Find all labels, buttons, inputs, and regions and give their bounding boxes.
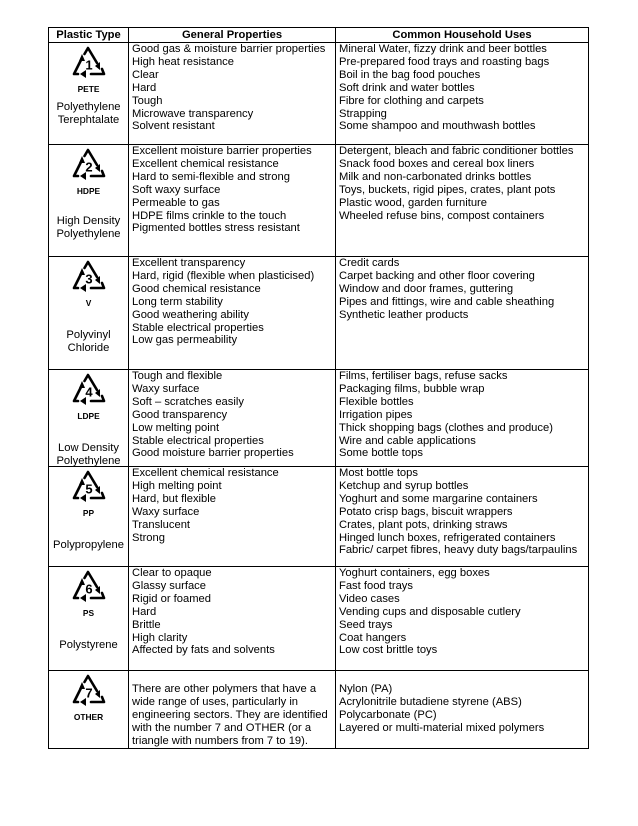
- resin-code-number: 5: [84, 481, 93, 497]
- plastic-name-line: Polypropylene: [53, 539, 124, 551]
- plastic-name: [49, 539, 128, 552]
- plastic-name-line: Polyethylene: [56, 101, 121, 113]
- use-item: Credit cards: [339, 257, 400, 269]
- header-general-properties: General Properties: [129, 28, 336, 43]
- use-item: Strapping: [339, 107, 387, 120]
- plastic-row: [49, 43, 589, 145]
- property-item: Soft – scratches easily: [132, 395, 244, 408]
- property-item: Hard to semi-flexible and strong: [132, 170, 290, 183]
- property-item: Permeable to gas: [132, 196, 220, 209]
- recycling-triangle-icon: [69, 45, 109, 83]
- property-item: Good chemical resistance: [132, 282, 261, 295]
- use-item: Yoghurt containers, egg boxes: [339, 567, 490, 579]
- use-item: Layered or multi-material mixed polymers: [339, 721, 545, 734]
- plastic-name-line: Polyethylene: [56, 228, 121, 240]
- plastic-row: [49, 257, 589, 370]
- property-item: Low gas permeability: [132, 334, 238, 347]
- use-item: Boil in the bag food pouches: [339, 68, 481, 81]
- property-item: Excellent chemical resistance: [132, 157, 279, 170]
- plastic-name: [49, 329, 128, 355]
- use-item: Pre-prepared food trays and roasting bags: [339, 55, 550, 68]
- use-item: Wire and cable applications: [339, 434, 476, 447]
- property-item: Tough: [132, 94, 163, 107]
- header-row: [49, 28, 589, 43]
- plastic-name-line: High Density: [56, 215, 121, 227]
- use-item: Window and door frames, guttering: [339, 282, 514, 295]
- property-item: Stable electrical properties: [132, 321, 264, 334]
- use-item: Acrylonitrile butadiene styrene (ABS): [339, 695, 522, 708]
- household-uses-cell: [336, 145, 589, 257]
- use-item: Hinged lunch boxes, refrigerated containers: [339, 531, 556, 544]
- recycling-triangle-icon: [69, 469, 109, 507]
- use-item: Yoghurt and some margarine containers: [339, 492, 538, 505]
- property-item: Waxy surface: [132, 505, 200, 518]
- property-item: Excellent transparency: [132, 257, 246, 269]
- use-item: Low cost brittle toys: [339, 644, 438, 657]
- plastic-name: [49, 215, 128, 241]
- property-item: Clear to opaque: [132, 567, 212, 579]
- property-item: Stable electrical properties: [132, 434, 264, 447]
- use-item: Pipes and fittings, wire and cable sheathing: [339, 295, 555, 308]
- plastic-name: [49, 442, 128, 468]
- plastic-row: [49, 567, 589, 671]
- property-item: High melting point: [132, 479, 222, 492]
- household-uses-cell: [336, 43, 589, 145]
- use-item: Crates, plant pots, drinking straws: [339, 518, 508, 531]
- plastic-abbreviation: PP: [82, 508, 95, 518]
- property-item: Good weathering ability: [132, 308, 249, 321]
- property-item: Excellent moisture barrier properties: [132, 145, 312, 157]
- plastic-name-line: Polystyrene: [59, 639, 118, 651]
- plastic-abbreviation: PS: [82, 608, 95, 618]
- resin-code-number: 3: [84, 271, 93, 287]
- household-uses-cell: [336, 257, 589, 370]
- household-uses-cell: [336, 467, 589, 567]
- property-item: Good transparency: [132, 408, 228, 421]
- plastic-name-line: Polyvinyl: [66, 329, 111, 341]
- property-item: HDPE films crinkle to the touch: [132, 209, 287, 222]
- use-item: Films, fertiliser bags, refuse sacks: [339, 370, 508, 382]
- plastic-type-cell: [49, 567, 129, 671]
- plastic-row: [49, 145, 589, 257]
- plastic-name-line: Terephtalate: [57, 114, 120, 126]
- general-properties-cell: [129, 145, 336, 257]
- use-item: Milk and non-carbonated drinks bottles: [339, 170, 532, 183]
- use-item: Coat hangers: [339, 631, 407, 644]
- plastic-name-line: Polyethylene: [56, 455, 121, 467]
- property-item: Clear: [132, 68, 159, 81]
- general-properties-cell: [129, 257, 336, 370]
- general-properties-cell: [129, 43, 336, 145]
- plastic-abbreviation: V: [85, 298, 92, 308]
- property-item: Pigmented bottles stress resistant: [132, 222, 300, 235]
- resin-code-number: 6: [84, 581, 93, 597]
- use-item: Toys, buckets, rigid pipes, crates, plant pots: [339, 183, 556, 196]
- use-item: Irrigation pipes: [339, 408, 413, 421]
- resin-code-number: 2: [84, 159, 93, 175]
- plastic-abbreviation: HDPE: [76, 186, 101, 196]
- property-item: Rigid or foamed: [132, 592, 211, 605]
- household-uses-cell: [336, 370, 589, 467]
- property-item: Hard: [132, 81, 157, 94]
- header-common-uses: Common Household Uses: [336, 28, 589, 43]
- use-item: Thick shopping bags (clothes and produce): [339, 421, 553, 434]
- plastics-table: [48, 27, 589, 749]
- recycling-triangle-icon: [69, 569, 109, 607]
- use-item: Some bottle tops: [339, 447, 423, 460]
- use-item: Synthetic leather products: [339, 308, 469, 321]
- use-item: Fibre for clothing and carpets: [339, 94, 484, 107]
- plastic-name: [49, 101, 128, 127]
- plastic-type-cell: [49, 370, 129, 467]
- property-item: Soft waxy surface: [132, 183, 221, 196]
- use-item: Plastic wood, garden furniture: [339, 196, 488, 209]
- use-item: Fabric/ carpet fibres, heavy duty bags/tarpaulins: [339, 544, 578, 557]
- use-item: Soft drink and water bottles: [339, 81, 475, 94]
- header-plastic-type: Plastic Type: [49, 28, 129, 43]
- resin-code-number: 1: [84, 57, 93, 73]
- use-item: Polycarbonate (PC): [339, 708, 437, 721]
- property-item: Long term stability: [132, 295, 223, 308]
- plastic-name-line: Low Density: [58, 442, 119, 454]
- property-item: Waxy surface: [132, 382, 200, 395]
- use-item: Fast food trays: [339, 579, 413, 592]
- property-item: Microwave transparency: [132, 107, 254, 120]
- use-item: Detergent, bleach and fabric conditioner bottles: [339, 145, 574, 157]
- plastic-abbreviation: PETE: [77, 84, 100, 94]
- use-item: Seed trays: [339, 618, 393, 631]
- plastic-type-cell: [49, 467, 129, 567]
- plastic-type-cell: [49, 671, 129, 749]
- use-item: Snack food boxes and cereal box liners: [339, 157, 535, 170]
- general-properties-cell: [129, 671, 336, 749]
- property-item: High heat resistance: [132, 55, 234, 68]
- use-item: Video cases: [339, 592, 400, 605]
- recycling-triangle-icon: [69, 673, 109, 711]
- household-uses-cell: [336, 671, 589, 749]
- plastic-name-line: Chloride: [67, 342, 110, 354]
- plastic-row: [49, 467, 589, 567]
- plastic-row: [49, 370, 589, 467]
- property-item: Brittle: [132, 618, 161, 631]
- plastic-abbreviation: LDPE: [77, 411, 100, 421]
- recycling-triangle-icon: [69, 147, 109, 185]
- use-item: Vending cups and disposable cutlery: [339, 605, 521, 618]
- property-item: Hard: [132, 605, 157, 618]
- plastic-type-cell: [49, 145, 129, 257]
- property-item: Glassy surface: [132, 579, 206, 592]
- property-item: Hard, rigid (flexible when plasticised): [132, 269, 315, 282]
- property-item: Low melting point: [132, 421, 220, 434]
- household-uses-cell: [336, 567, 589, 671]
- plastic-row: [49, 671, 589, 749]
- property-item: High clarity: [132, 631, 188, 644]
- property-item: Affected by fats and solvents: [132, 644, 275, 657]
- property-description: There are other polymers that have a wide range of uses, particularly in engineering sectors. They are identified with the number 7 and OTHER (or a triangle with numbers from 7 to 19).: [132, 683, 328, 747]
- property-item: Tough and flexible: [132, 370, 223, 382]
- property-item: Excellent chemical resistance: [132, 467, 279, 479]
- property-item: Strong: [132, 531, 165, 544]
- property-item: Good moisture barrier properties: [132, 447, 294, 460]
- use-item: Most bottle tops: [339, 467, 418, 479]
- general-properties-cell: [129, 467, 336, 567]
- use-item: Ketchup and syrup bottles: [339, 479, 469, 492]
- resin-code-number: 4: [84, 384, 93, 400]
- use-item: Nylon (PA): [339, 683, 393, 695]
- property-item: Solvent resistant: [132, 120, 215, 133]
- plastic-type-cell: [49, 257, 129, 370]
- resin-code-number: 7: [84, 685, 93, 701]
- use-item: Some shampoo and mouthwash bottles: [339, 120, 536, 133]
- recycling-triangle-icon: [69, 259, 109, 297]
- recycling-triangle-icon: [69, 372, 109, 410]
- general-properties-cell: [129, 567, 336, 671]
- plastic-type-cell: [49, 43, 129, 145]
- use-item: Flexible bottles: [339, 395, 414, 408]
- use-item: Potato crisp bags, biscuit wrappers: [339, 505, 513, 518]
- property-item: Translucent: [132, 518, 191, 531]
- plastic-name: [49, 639, 128, 652]
- general-properties-cell: [129, 370, 336, 467]
- property-item: Good gas & moisture barrier properties: [132, 43, 326, 55]
- use-item: Mineral Water, fizzy drink and beer bottles: [339, 43, 547, 55]
- property-item: Hard, but flexible: [132, 492, 216, 505]
- use-item: Carpet backing and other floor covering: [339, 269, 535, 282]
- use-item: Packaging films, bubble wrap: [339, 382, 485, 395]
- plastic-abbreviation: OTHER: [73, 712, 104, 722]
- use-item: Wheeled refuse bins, compost containers: [339, 209, 545, 222]
